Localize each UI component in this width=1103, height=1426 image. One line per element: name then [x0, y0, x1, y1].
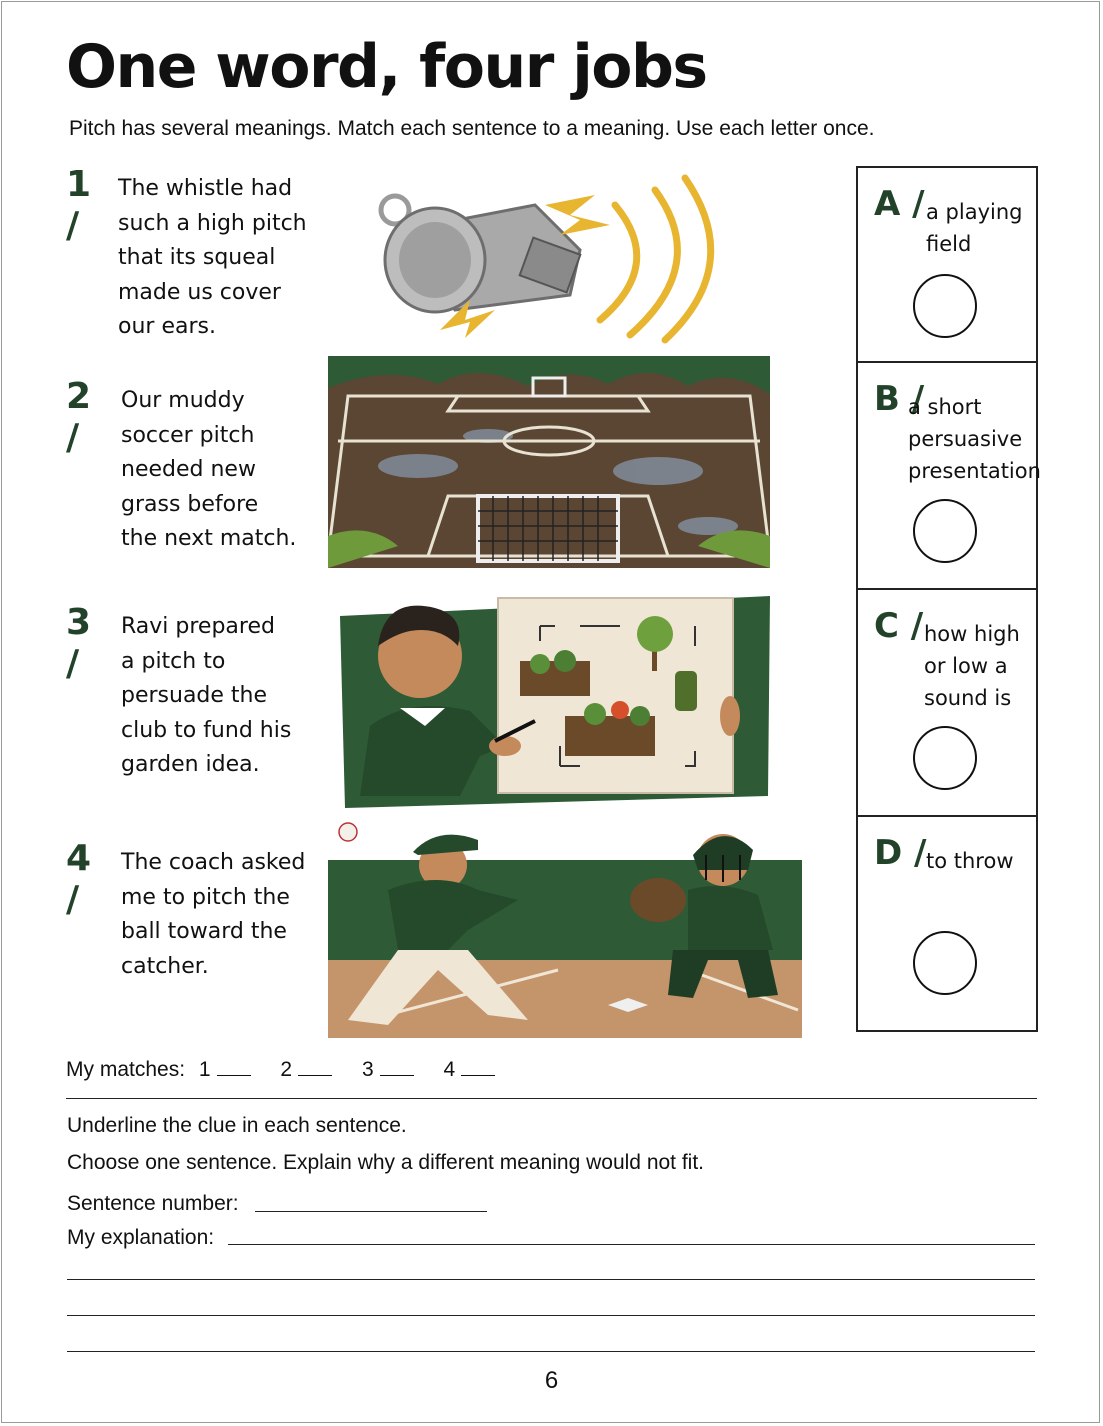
- my-matches-label: My matches:: [66, 1058, 186, 1081]
- match-4-number: 4: [443, 1058, 456, 1081]
- whistle-illustration: [365, 170, 745, 350]
- explanation-label: My explanation:: [67, 1226, 215, 1249]
- sentence-3-text: Ravi prepared a pitch to persuade the club to fund his garden idea.: [121, 614, 292, 778]
- explanation-line-4[interactable]: [67, 1351, 1035, 1352]
- soccer-field-illustration: [328, 356, 770, 568]
- meaning-a-letter: A /: [874, 184, 925, 224]
- meaning-b-answer-circle[interactable]: [913, 499, 977, 563]
- meaning-c-answer-circle[interactable]: [913, 726, 977, 790]
- explanation-line-1[interactable]: [228, 1244, 1035, 1245]
- match-1-number: 1: [198, 1058, 211, 1081]
- sentence-1-number: 1 /: [66, 164, 92, 246]
- sentence-4-number: 4 /: [66, 838, 92, 920]
- sentence-4-text: The coach asked me to pitch the ball toward the catcher.: [121, 850, 306, 979]
- meaning-c-text: how high or low a sound is: [924, 622, 1020, 710]
- meaning-c-letter: C /: [874, 606, 924, 646]
- meaning-d-letter: D /: [874, 833, 927, 873]
- page-number: 6: [544, 1367, 559, 1394]
- match-4-blank[interactable]: [461, 1059, 495, 1076]
- baseball-illustration: [328, 820, 802, 1038]
- meaning-b-text: a short persuasive presentation: [908, 395, 1041, 483]
- meaning-d: [858, 817, 1036, 1030]
- explanation-line-3[interactable]: [67, 1315, 1035, 1316]
- presentation-illustration: [340, 586, 770, 808]
- meanings-column: [856, 166, 1041, 1032]
- match-2-blank[interactable]: [298, 1059, 332, 1076]
- sentence-2-text: Our muddy soccer pitch needed new grass before the next match.: [121, 388, 297, 552]
- meaning-d-text: to throw: [926, 849, 1014, 873]
- sentence-number-field[interactable]: [255, 1211, 487, 1212]
- meaning-a-text: a playing field: [926, 200, 1023, 256]
- meaning-d-answer-circle[interactable]: [913, 931, 977, 995]
- meaning-b-letter: B /: [874, 379, 925, 419]
- task-explain: Choose one sentence. Explain why a different meaning would not fit.: [67, 1151, 705, 1174]
- meaning-b: [858, 363, 1041, 590]
- task-underline-clue: Underline the clue in each sentence.: [67, 1114, 407, 1137]
- sentence-3-number: 3 /: [66, 602, 92, 684]
- sentence-number-label: Sentence number:: [67, 1192, 239, 1215]
- sentence-2-number: 2 /: [66, 376, 92, 458]
- match-3-blank[interactable]: [380, 1059, 414, 1076]
- meaning-a: [858, 168, 1036, 363]
- match-3-number: 3: [361, 1058, 374, 1081]
- my-matches-row: [66, 1058, 519, 1082]
- match-1-blank[interactable]: [217, 1059, 251, 1076]
- meaning-a-answer-circle[interactable]: [913, 274, 977, 338]
- section-divider: [66, 1098, 1037, 1099]
- meaning-c: [858, 590, 1036, 817]
- explanation-line-2[interactable]: [67, 1279, 1035, 1280]
- sentence-1-text: The whistle had such a high pitch that its squeal made us cover our ears.: [118, 176, 307, 340]
- page-title: One word, four jobs: [66, 32, 707, 102]
- instructions: Pitch has several meanings. Match each sentence to a meaning. Use each letter once.: [69, 117, 875, 140]
- match-2-number: 2: [280, 1058, 293, 1081]
